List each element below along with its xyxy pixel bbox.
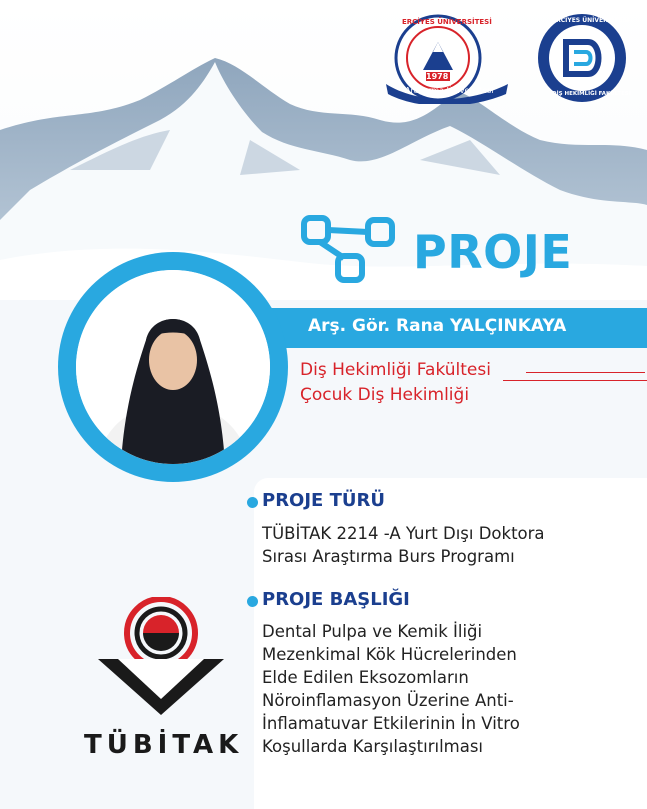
- project-title-line: Koşullarda Karşılaştırılması: [262, 737, 484, 756]
- person-portrait: [76, 270, 270, 464]
- project-title-text: [262, 620, 520, 758]
- university-logo-year: 1978: [426, 72, 449, 81]
- bullet-icon: [247, 497, 258, 508]
- department-faculty: Diş Hekimliği Fakültesi: [300, 360, 491, 380]
- project-type-heading: PROJE TÜRÜ: [262, 490, 385, 511]
- bullet-icon: [247, 596, 258, 607]
- project-title-line: Dental Pulpa ve Kemik İliği: [262, 622, 483, 641]
- project-type-line: TÜBİTAK 2214 -A Yurt Dışı Doktora: [262, 524, 545, 543]
- faculty-logo-name: ERCİYES ÜNİVERSİTESİ: [552, 17, 629, 24]
- project-type-line: Sırası Araştırma Burs Programı: [262, 547, 515, 566]
- page-title: PROJE: [413, 225, 573, 279]
- decorative-line: [503, 380, 647, 381]
- tubitak-wordmark: TÜBİTAK: [84, 730, 244, 760]
- decorative-line: [526, 372, 645, 373]
- project-title-line: Elde Edilen Eksozomların: [262, 668, 469, 687]
- university-logo-subtitle: Araştırma Üniversitesi: [405, 86, 494, 95]
- faculty-logo-subtitle: DİŞ HEKİMLİĞİ FAKÜLTESİ: [552, 91, 631, 97]
- project-title-line: Mezenkimal Kök Hücrelerinden: [262, 645, 517, 664]
- project-title-line: İnflamatuvar Etkilerinin İn Vitro: [262, 714, 520, 733]
- department-division: Çocuk Diş Hekimliği: [300, 385, 470, 405]
- project-type-text: [262, 522, 545, 568]
- project-title-heading: PROJE BAŞLIĞI: [262, 589, 410, 610]
- profile-photo: [76, 270, 270, 464]
- person-name: Arş. Gör. Rana YALÇINKAYA: [308, 316, 567, 336]
- project-title-line: Nöroinflamasyon Üzerine Anti-: [262, 691, 514, 710]
- network-nodes-icon: [300, 212, 400, 284]
- university-logo-name: ERCİYES ÜNİVERSİTESİ: [402, 18, 492, 26]
- tubitak-logo: [96, 597, 226, 715]
